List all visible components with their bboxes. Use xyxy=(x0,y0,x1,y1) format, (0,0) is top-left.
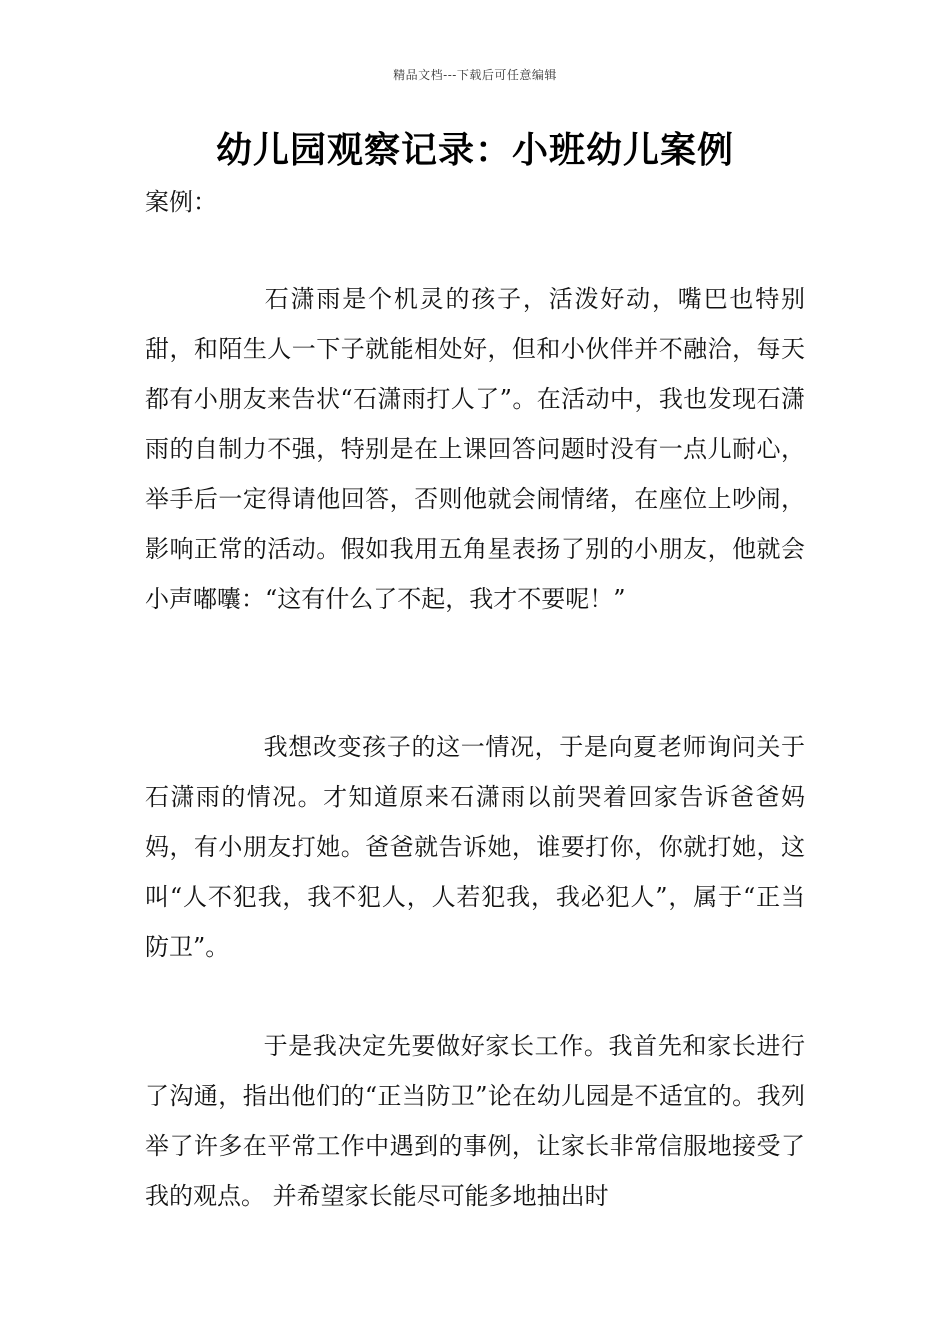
paragraph-3-text: 于是我决定先要做好家长工作。我首先和家长进行了沟通，指出他们的“正当防卫”论在幼儿园是不适宜的。我列举了许多在平常工作中遇到的事例，让家长非常信服地接受了我的观点。 并希望家长能尽可能多地抽出时 xyxy=(145,1032,805,1210)
document-title: 幼儿园观察记录：小班幼儿案例 xyxy=(215,130,734,171)
section-label: 案例： xyxy=(145,188,217,216)
paragraph-3 xyxy=(145,1021,805,1221)
paragraph-1-text: 石潇雨是个机灵的孩子，活泼好动，嘴巴也特别甜，和陌生人一下子就能相处好，但和小伙伴并不融洽，每天都有小朋友来告状“石潇雨打人了”。在活动中，我也发现石潇雨的自制力不强，特别是在上课回答问题时没有一点儿耐心，举手后一定得请他回答，否则他就会闹情绪，在座位上吵闹，影响正常的活动。假如我用五角星表扬了别的小朋友，他就会小声嘟囔：“这有什么了不起，我才不要呢！” xyxy=(145,285,805,613)
paragraph-2-text: 我想改变孩子的这一情况，于是向夏老师询问关于石潇雨的情况。才知道原来石潇雨以前哭着回家告诉爸爸妈妈，有小朋友打她。爸爸就告诉她，谁要打你，你就打她，这叫“人不犯我，我不犯人，人若犯我，我必犯人”，属于“正当防卫”。 xyxy=(145,733,805,961)
paragraph-2 xyxy=(145,722,805,972)
paragraph-1 xyxy=(145,274,805,624)
page-header-note: 精品文档---下载后可任意编辑 xyxy=(393,68,557,82)
